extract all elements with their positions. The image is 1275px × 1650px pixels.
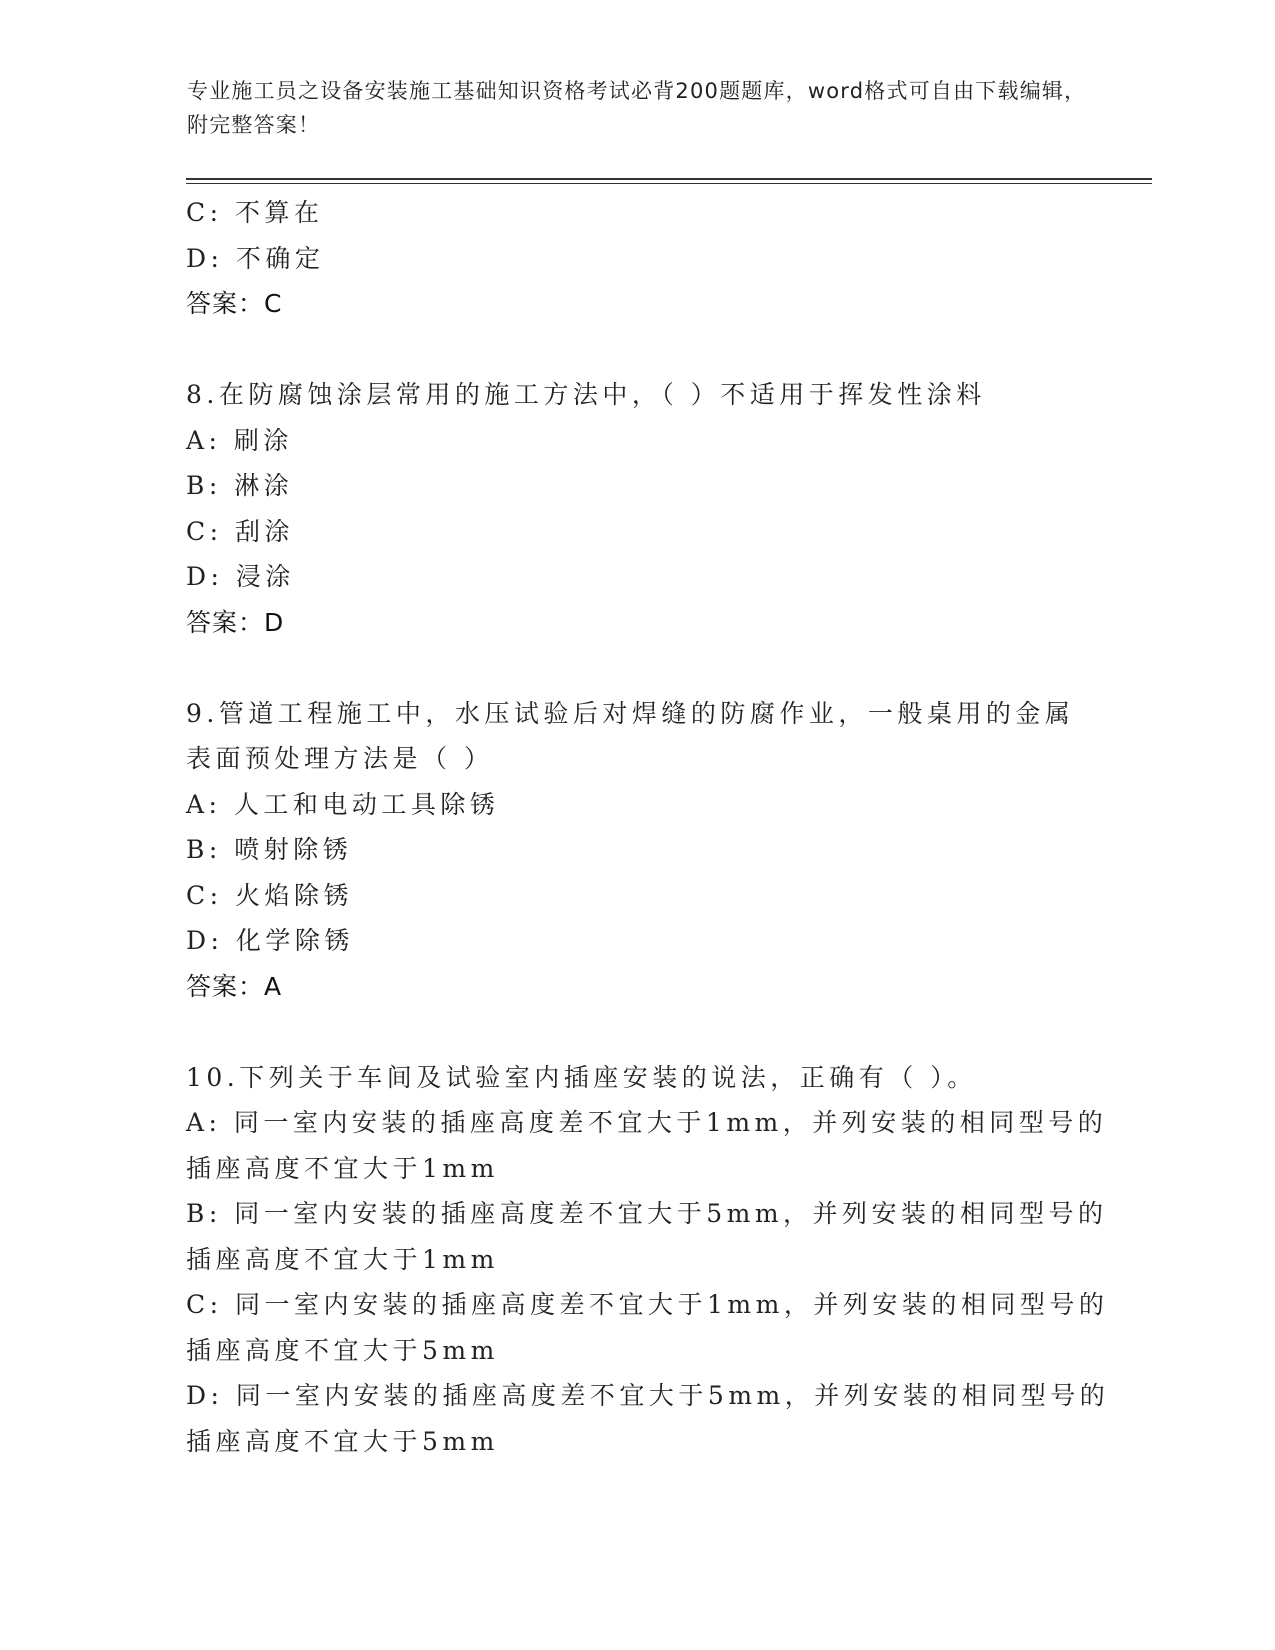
option-b: B: 同一室内安装的插座高度差不宜大于5mm，并列安装的相同型号的 xyxy=(186,1199,1108,1228)
option-c: C: 同一室内安装的插座高度差不宜大于1mm，并列安装的相同型号的 xyxy=(186,1290,1109,1319)
option-c: C: 刮涂 xyxy=(186,516,294,546)
option-a: A: 同一室内安装的插座高度差不宜大于1mm，并列安装的相同型号的 xyxy=(186,1108,1108,1137)
question-9 xyxy=(186,691,1086,1010)
question-stem: 10.下列关于车间及试验室内插座安装的说法，正确有（ ）。 xyxy=(186,1062,977,1092)
option-a-continued: 插座高度不宜大于1mm xyxy=(186,1153,499,1183)
option-b-continued: 插座高度不宜大于1mm xyxy=(186,1244,499,1274)
option-d: D: 同一室内安装的插座高度差不宜大于5mm，并列安装的相同型号的 xyxy=(186,1381,1110,1410)
spacer xyxy=(186,645,1086,691)
header-divider-thick xyxy=(186,178,1152,180)
document-body xyxy=(186,190,1110,1464)
question-10 xyxy=(186,1055,1110,1465)
option-c: C: 火焰除锈 xyxy=(186,880,353,910)
previous-question-tail xyxy=(186,190,1086,327)
option-b: B: 喷射除锈 xyxy=(186,835,353,864)
option-d-continued: 插座高度不宜大于5mm xyxy=(186,1426,499,1456)
answer-line: 答案：D xyxy=(186,607,285,637)
option-b: B: 淋涂 xyxy=(186,471,294,500)
document-header: 专业施工员之设备安装施工基础知识资格考试必背200题题库，word格式可自由下载编辑，附完整答案！ xyxy=(187,79,1087,137)
question-8 xyxy=(186,372,1086,645)
answer-line: 答案：A xyxy=(186,971,283,1001)
question-stem-continued: 表面预处理方法是（ ） xyxy=(186,744,494,773)
option-c: C: 不算在 xyxy=(186,198,324,227)
answer-line: 答案：C xyxy=(186,289,283,318)
spacer xyxy=(186,327,1086,373)
option-d: D: 浸涂 xyxy=(186,562,295,591)
option-c-continued: 插座高度不宜大于5mm xyxy=(186,1335,499,1365)
spacer xyxy=(186,1009,1086,1055)
option-a: A: 人工和电动工具除锈 xyxy=(186,789,500,819)
option-a: A: 刷涂 xyxy=(186,425,293,455)
question-stem: 8.在防腐蚀涂层常用的施工方法中，（ ）不适用于挥发性涂料 xyxy=(186,380,986,409)
header-divider-thin xyxy=(186,183,1152,184)
question-stem: 9.管道工程施工中，水压试验后对焊缝的防腐作业，一般桌用的金属 xyxy=(186,698,1075,728)
option-d: D: 不确定 xyxy=(186,243,325,273)
option-d: D: 化学除锈 xyxy=(186,926,354,955)
